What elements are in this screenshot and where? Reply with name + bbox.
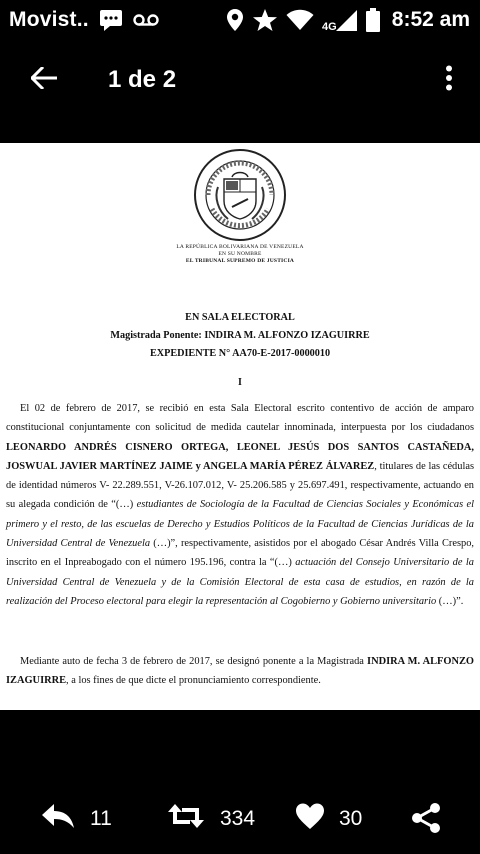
paragraph-text: El 02 de febrero de 2017, se recibió en esta Sala Electoral escrito contentivo de acción de amparo constitucional conjuntamente con solicitud de medida cautelar innominada, interpuesta por los ciudadanos: [6, 403, 474, 434]
document-heading: [0, 309, 480, 363]
retweet-count: 334: [220, 806, 256, 830]
clock: 8:52 am: [391, 8, 470, 31]
signal-icon: [322, 8, 358, 32]
retweet-icon: [166, 802, 206, 835]
wifi-icon: [286, 9, 314, 31]
page-counter-title: 1 de 2: [108, 66, 177, 93]
heart-icon: [295, 802, 325, 835]
heading-line: EXPEDIENTE N° AA70-E-2017-0000010: [149, 348, 331, 359]
section-number: I: [238, 377, 242, 388]
retweet-button[interactable]: [166, 802, 255, 835]
seal-caption-line: EL TRIBUNAL SUPREMO DE JUSTICIA: [185, 258, 295, 264]
heading-line: EN SALA ELECTORAL: [185, 312, 295, 323]
app-bar: [0, 40, 480, 120]
paragraph-text: Mediante auto de fecha 3 de febrero de 2017, se designó ponente a la Magistrada: [20, 656, 368, 667]
share-button[interactable]: [410, 802, 442, 839]
location-icon: [226, 8, 244, 32]
paragraph-bold-text: LEONARDO ANDRÉS CISNERO ORTEGA, LEONEL JESÚS DOS SANTOS CASTAÑEDA, JOSWUAL JAVIER MARTÍNEZ JAIME y ANGELA MARÍA PÉREZ ÁLVAREZ: [6, 441, 474, 472]
paragraph-text: , titulares de las cédulas de identidad números V- 22.289.551, V-26.107.012, V- 25.206.585 y 25.697.491, respectivamente, actuando en su alegada condición de “(…): [6, 460, 474, 511]
message-icon: [99, 9, 123, 31]
reply-icon: [40, 802, 76, 835]
network-type-label: 4G: [321, 21, 337, 32]
back-button[interactable]: [22, 58, 66, 102]
like-button[interactable]: [295, 802, 362, 835]
seal-caption-line: LA REPÚBLICA BOLIVARIANA DE VENEZUELA: [176, 244, 304, 250]
paragraph-bold-text: INDIRA M. ALFONZO IZAGUIRRE: [6, 656, 474, 687]
tweet-actions-bar: [0, 790, 480, 850]
battery-icon: [366, 8, 380, 32]
document-image[interactable]: [0, 143, 480, 710]
reply-count: 11: [90, 806, 112, 830]
paragraph-italic-text: estudiantes de Sociología de la Facultad de Ciencias Sociales y Económicas el primero y el resto, de las escuelas de Derecho y Estudios Políticos de la Facultad de Ciencias Jurídicas de la Universidad Central de Venezuela: [6, 499, 475, 550]
paragraph-italic-text: actuación del Consejo Universitario de la Universidad Central de Venezuela y de la Comisión Electoral de esta casa de estudios, en razón de la realización del Proceso electoral para elegir la representación al Cogobierno y Gobierno universitario: [6, 557, 474, 607]
paragraph: [6, 652, 474, 691]
paragraph-text: (…)”.: [436, 595, 464, 607]
seal-caption: [150, 244, 330, 265]
heading-line: Magistrada Ponente: INDIRA M. ALFONZO IZAGUIRRE: [110, 330, 370, 341]
back-arrow-icon: [31, 67, 57, 94]
seal-caption-line: EN SU NOMBRE: [218, 251, 262, 257]
paragraph: [6, 399, 474, 611]
paragraph-text: (…)”, respectivamente, asistidos por el abogado César Andrés Villa Crespo, inscrito en el Inpreabogado con el número 195.196, contra la “(…): [6, 538, 474, 569]
like-count: 30: [339, 806, 363, 830]
star-icon: [252, 8, 278, 32]
paragraph-text: , a los fines de que dicte el pronunciamiento correspondiente.: [66, 675, 321, 687]
more-vert-icon: [445, 65, 453, 96]
status-bar: [0, 0, 480, 40]
reply-button[interactable]: [40, 802, 112, 835]
share-icon: [410, 802, 442, 839]
more-options-button[interactable]: [434, 58, 464, 102]
voicemail-icon: [133, 13, 159, 27]
court-seal-logo: [192, 147, 288, 243]
carrier-name: Movist..: [9, 8, 89, 31]
